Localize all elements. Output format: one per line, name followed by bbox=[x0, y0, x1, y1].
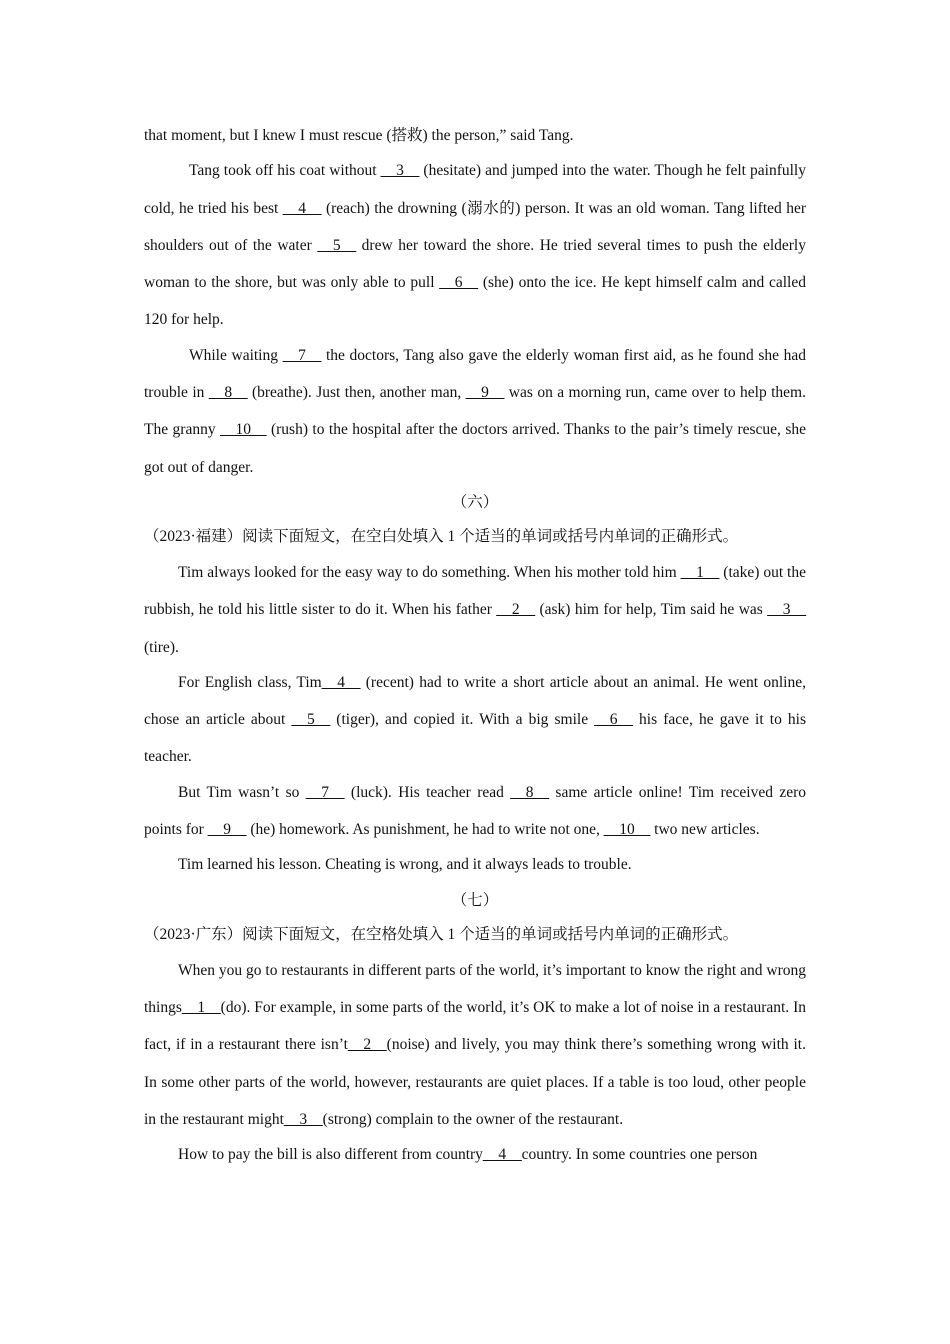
blank-3[interactable]: __3__ bbox=[283, 1110, 323, 1128]
blank-6[interactable]: __6__ bbox=[439, 274, 479, 292]
blank-9[interactable]: __9__ bbox=[465, 384, 505, 402]
blank-10[interactable]: __10__ bbox=[220, 421, 267, 439]
passage5-para1: Tang took off his coat without __3__ (hesitate) and jumped into the water. Though he felt painfully cold, he tried his best __4__ (reach) the drowning (溺水的) person. It was an old woman. Tang lifted her shoulders out of the water __5__ drew her toward the shore. He tried several times to push the elderly woman to the shore, but was only able to pull __6__ (she) onto the ice. He kept himself calm and called 120 for help. bbox=[144, 162, 806, 329]
blank-2[interactable]: __2__ bbox=[496, 601, 536, 619]
blank-9[interactable]: __9__ bbox=[207, 821, 247, 839]
document-page bbox=[144, 117, 806, 1173]
blank-3[interactable]: __3__ bbox=[380, 162, 420, 180]
passage5-para2: While waiting __7__ the doctors, Tang also gave the elderly woman first aid, as he found she had trouble in __8__ (breathe). Just then, another man, __9__ was on a morning run, came over to help them. The granny __10__ (rush) to the hospital after the doctors arrived. Thanks to the pair’s timely rescue, she got out of danger. bbox=[144, 346, 807, 476]
blank-2[interactable]: __2__ bbox=[347, 1036, 387, 1054]
section7-para2: How to pay the bill is also different from country__4__country. In some countries one person bbox=[178, 1146, 758, 1164]
blank-4[interactable]: __4__ bbox=[282, 199, 322, 217]
section6-para1: Tim always looked for the easy way to do something. When his mother told him __1__ (take) out the rubbish, he told his little sister to do it. When his father __2__ (ask) him for help, Tim said he was __3__ (tire). bbox=[144, 563, 806, 656]
section6-para2: For English class, Tim__4__ (recent) had to write a short article about an animal. He went online, chose an article about __5__ (tiger), and copied it. With a big smile __6__ his face, he gave it to his teacher. bbox=[144, 673, 806, 766]
passage5-para0: that moment, but I knew I must rescue (搭救) the person,” said Tang. bbox=[144, 127, 574, 144]
section6-para3: But Tim wasn’t so __7__ (luck). His teacher read __8__ same article online! Tim received zero points for __9__ (he) homework. As punishment, he had to write not one, __10__ two new articles. bbox=[144, 783, 807, 839]
section7-para1: When you go to restaurants in different parts of the world, it’s important to know the right and wrong things__1__(do). For example, in some parts of the world, it’s OK to make a lot of noise in a restaurant. In fact, if in a restaurant there isn’t__2__(noise) and lively, you may think there’s something wrong with it. In some other parts of the world, however, restaurants are quiet places. If a table is too loud, other people in the restaurant might__3__(strong) complain to the owner of the restaurant. bbox=[144, 961, 806, 1128]
section7-heading: （七） bbox=[451, 891, 499, 909]
blank-7[interactable]: __7__ bbox=[305, 783, 345, 801]
blank-7[interactable]: __7__ bbox=[282, 346, 322, 364]
blank-8[interactable]: __8__ bbox=[510, 783, 550, 801]
blank-5[interactable]: __5__ bbox=[317, 236, 357, 254]
blank-6[interactable]: __6__ bbox=[594, 711, 633, 729]
section6-heading: （六） bbox=[451, 493, 499, 511]
blank-10[interactable]: __10__ bbox=[603, 821, 651, 839]
blank-3[interactable]: __3__ bbox=[767, 601, 806, 619]
section6-instruction: （2023·福建）阅读下面短文，在空白处填入 1 个适当的单词或括号内单词的正确形式。 bbox=[144, 527, 739, 545]
blank-8[interactable]: __8__ bbox=[208, 384, 248, 402]
blank-1[interactable]: __1__ bbox=[181, 998, 221, 1016]
blank-4[interactable]: __4__ bbox=[482, 1146, 522, 1164]
section7-instruction: （2023·广东）阅读下面短文，在空格处填入 1 个适当的单词或括号内单词的正确形式。 bbox=[144, 925, 739, 943]
blank-4[interactable]: __4__ bbox=[321, 673, 361, 691]
blank-1[interactable]: __1__ bbox=[680, 563, 720, 581]
section6-para4: Tim learned his lesson. Cheating is wrong, and it always leads to trouble. bbox=[178, 856, 632, 874]
blank-5[interactable]: __5__ bbox=[291, 711, 331, 729]
